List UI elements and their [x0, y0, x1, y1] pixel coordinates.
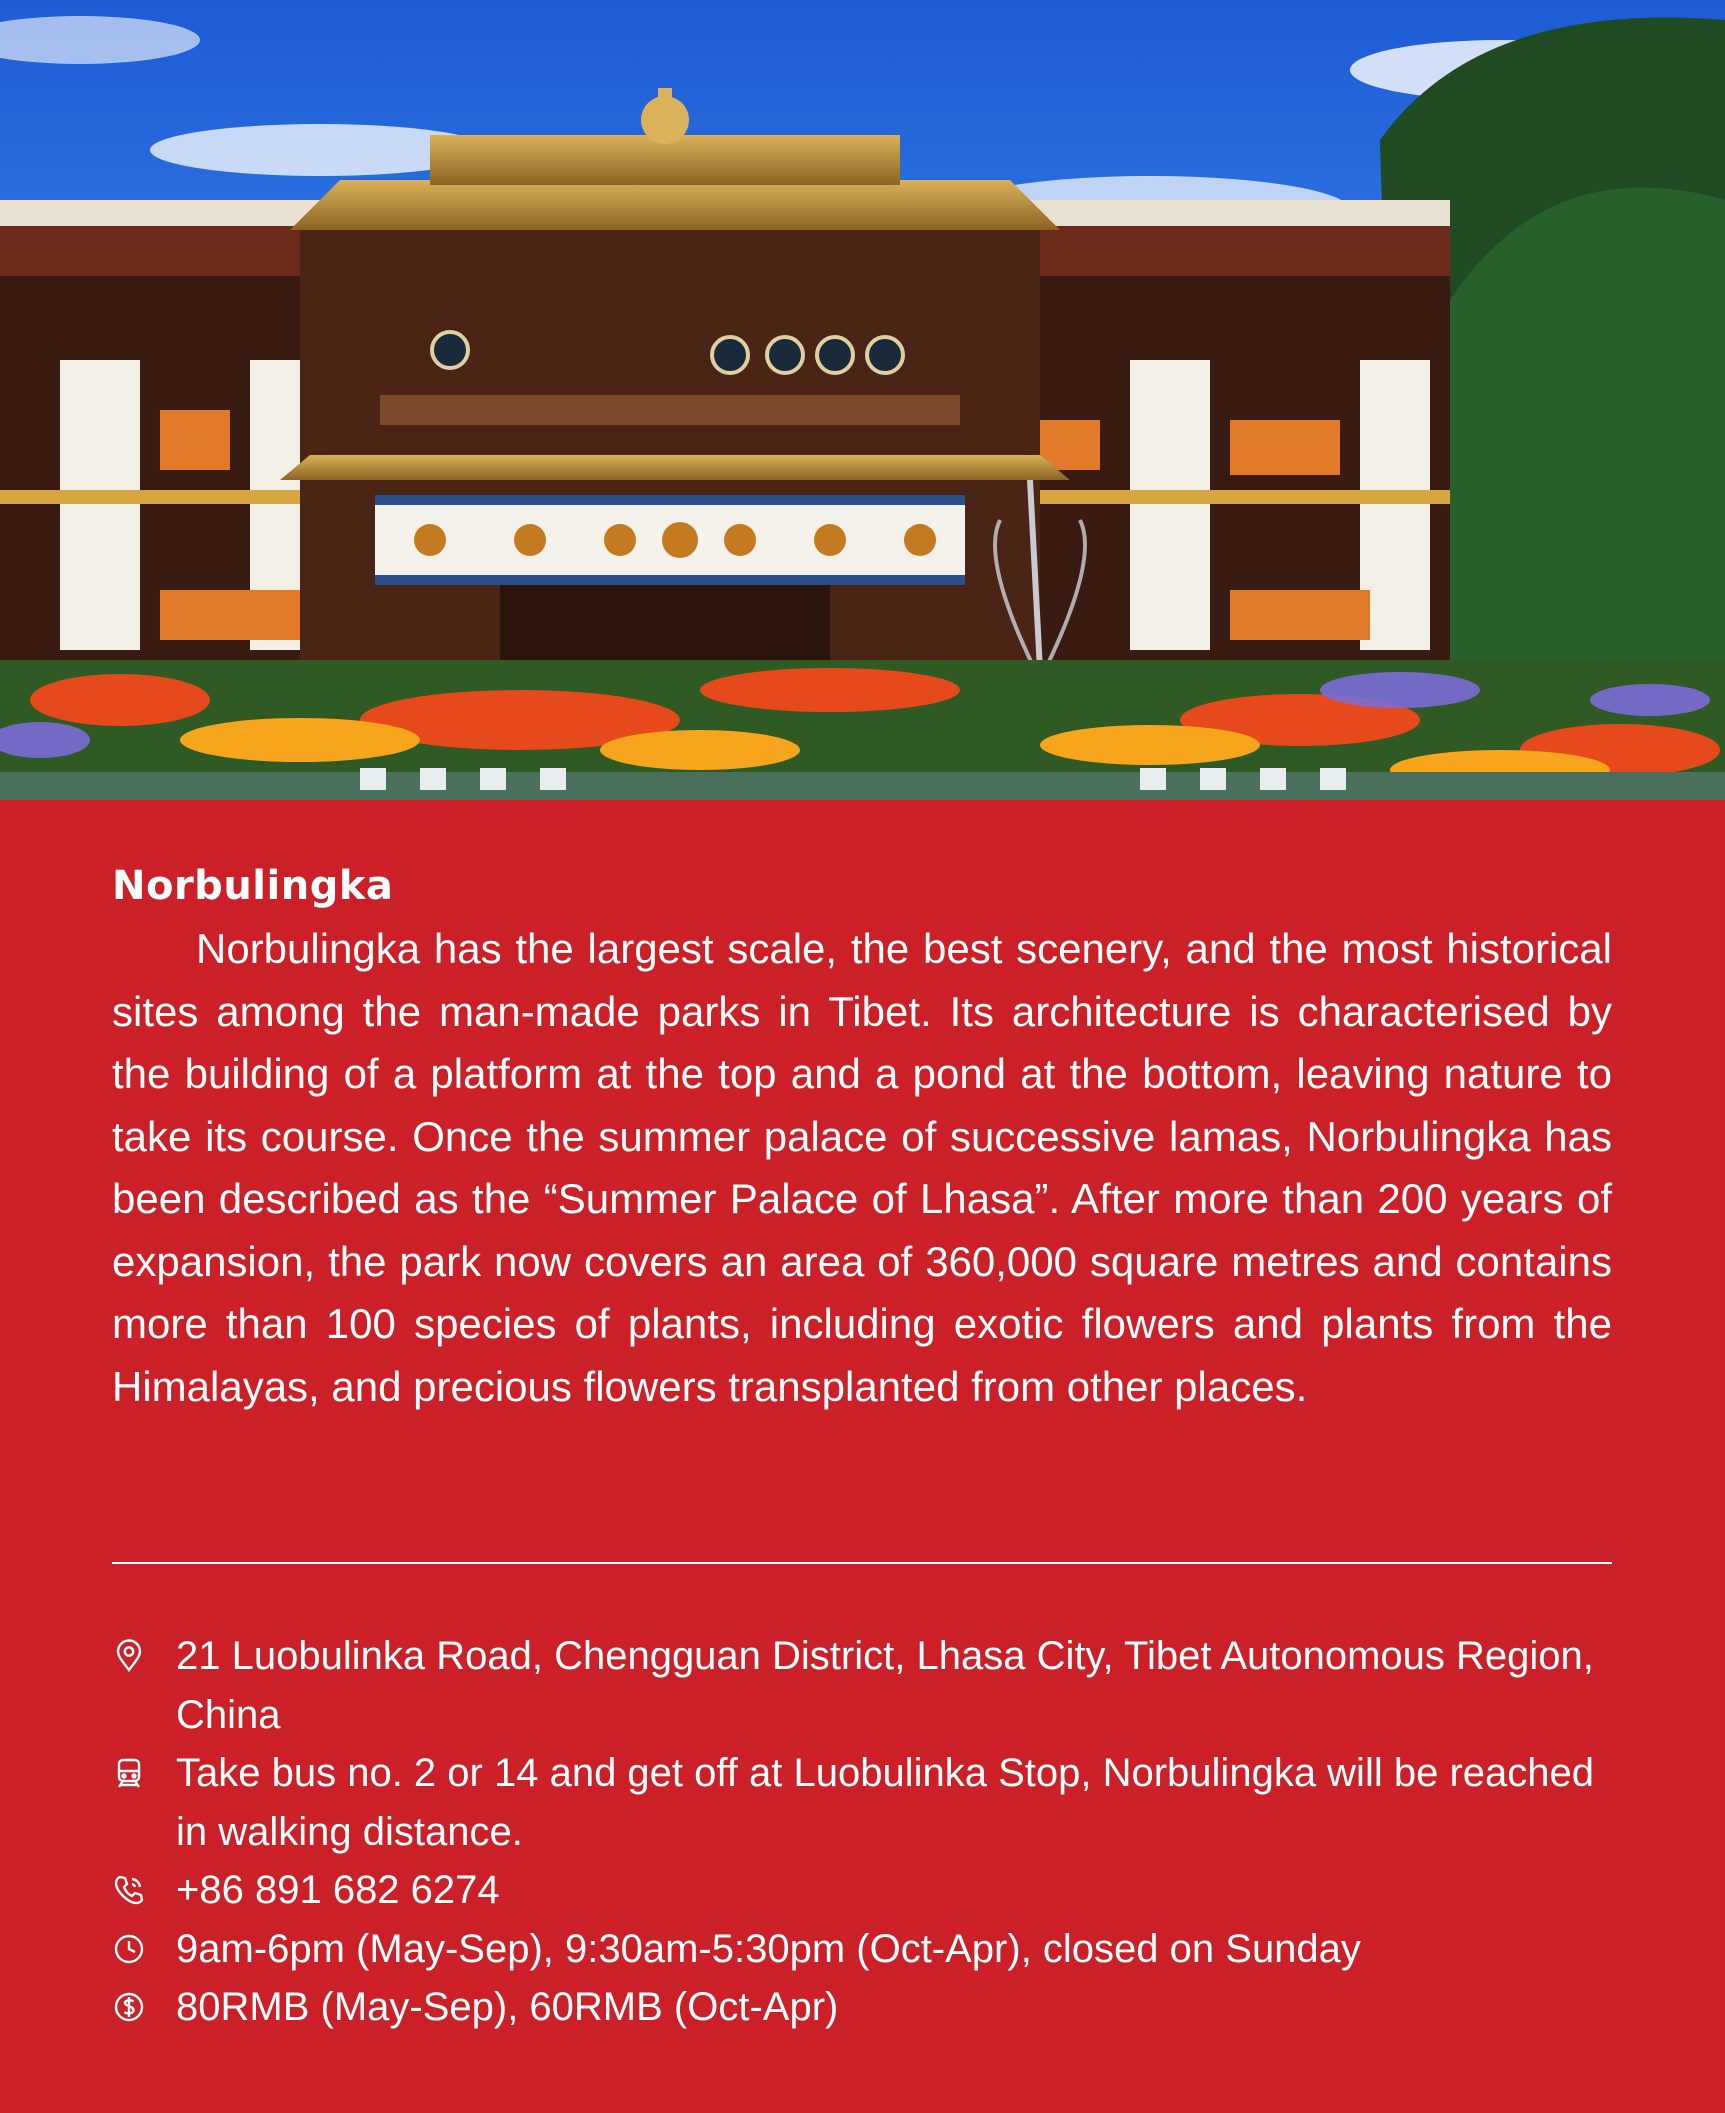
price-text: 80RMB (May-Sep), 60RMB (Oct-Apr): [176, 1985, 839, 2029]
info-transport: [112, 1744, 1612, 1861]
location-pin-icon: [112, 1639, 146, 1673]
info-address: [112, 1627, 1612, 1744]
info-list: [112, 1627, 1612, 2037]
section-divider: [112, 1562, 1612, 1564]
info-price: [112, 1978, 1612, 2037]
address-text: 21 Luobulinka Road, Chengguan District, Lhasa City, Tibet Autonomous Region, China: [176, 1634, 1594, 1737]
phone-text[interactable]: +86 891 682 6274: [176, 1868, 500, 1912]
attraction-description: Norbulingka has the largest scale, the best scenery, and the most historical sites among the man-made parks in Tibet. Its architecture is characterised by the building of a platform at the top and a pond at the bottom, leaving nature to take its course. Once the summer palace of successive lamas, Norbulingka has been described as the “Summer Palace of Lhasa”. After more than 200 years of expansion, the park now covers an area of 360,000 square metres and contains more than 100 species of plants, including exotic flowers and plants from the Himalayas, and precious flowers transplanted from other places.: [112, 925, 1612, 1410]
palace-illustration: [0, 0, 1725, 800]
hours-text: 9am-6pm (May-Sep), 9:30am-5:30pm (Oct-Apr), closed on Sunday: [176, 1926, 1361, 1971]
phone-icon: [112, 1873, 146, 1907]
info-hours: [112, 1920, 1612, 1979]
transport-text: Take bus no. 2 or 14 and get off at Luobulinka Stop, Norbulingka will be reached in walking distance.: [176, 1751, 1594, 1854]
info-phone: [112, 1861, 1612, 1920]
attraction-section: [112, 860, 1612, 1418]
train-icon: [112, 1756, 146, 1790]
clock-icon: [112, 1932, 146, 1966]
hero-photo: [0, 0, 1725, 800]
attraction-title: Norbulingka: [112, 863, 394, 909]
dollar-icon: [112, 1990, 146, 2024]
